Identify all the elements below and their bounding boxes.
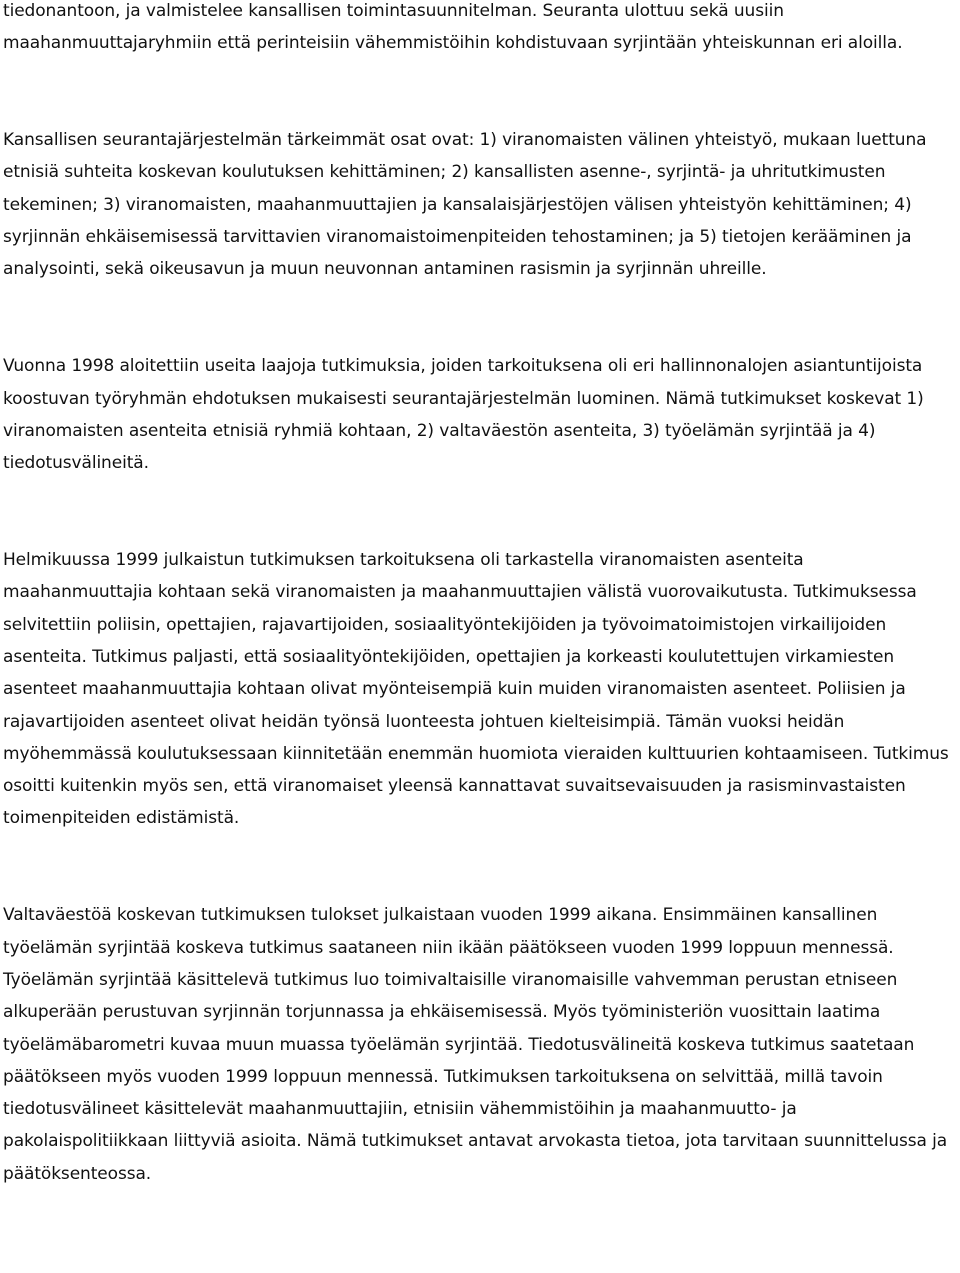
paragraph-5: Valtaväestöä koskevan tutkimuksen tulokset julkaistaan vuoden 1999 aikana. Ensimmäinen kansallinen työelämän syrjintää koskeva tutkimus saataneen niin ikään päätökseen vuoden 1999 loppuun mennessä. Työelämän syrjintää käsittelevä tutkimus luo toimivaltaisille viranomaisille vahvemman perustan etniseen alkuperään perustuvan syrjinnän torjunnassa ja ehkäisemisessä. Myös työministeriön vuosittain laatima työelämäbarometri kuvaa muun muassa työelämän syrjintää. Tiedotusvälineitä koskeva tutkimus saatetaan päätökseen myös vuoden 1999 loppuun mennessä. Tutkimuksen tarkoituksena on selvittää, millä tavoin tiedotusvälineet käsittelevät maahanmuuttajiin, etnisiin vähemmistöihin ja maahanmuutto- ja pakolaispolitiikkaan liittyviä asioita. Nämä tutkimukset antavat arvokasta tietoa, jota tarvitaan suunnittelussa ja päätöksenteossa. [3,905,948,1184]
paragraph-3: Vuonna 1998 aloitettiin useita laajoja tutkimuksia, joiden tarkoituksena oli eri hallinnonalojen asiantuntijoista koostuvan työryhmän ehdotuksen mukaisesti seurantajärjestelmän luominen. Nämä tutkimukset koskevat 1) viranomaisten asenteita etnisiä ryhmiä kohtaan, 2) valtaväestön asenteita, 3) työelämän syrjintää ja 4) tiedotusvälineitä. [3,356,924,474]
document-body [3,0,957,1190]
paragraph-4: Helmikuussa 1999 julkaistun tutkimuksen tarkoituksena oli tarkastella viranomaisten asenteita maahanmuuttajia kohtaan sekä viranomaisten ja maahanmuuttajien välistä vuorovaikutusta. Tutkimuksessa selvitettiin poliisin, opettajien, rajavartijoiden, sosiaalityöntekijöiden ja työvoimatoimistojen virkailijoiden asenteita. Tutkimus paljasti, että sosiaalityöntekijöiden, opettajien ja korkeasti koulutettujen virkamiesten asenteet maahanmuuttajia kohtaan olivat myönteisempiä kuin muiden viranomaisten asenteet. Poliisien ja rajavartijoiden asenteet olivat heidän työnsä luonteesta johtuen kielteisimpiä. Tämän vuoksi heidän myöhemmässä koulutuksessaan kiinnitetään enemmän huomiota vieraiden kulttuurien kohtaamiseen. Tutkimus osoitti kuitenkin myös sen, että viranomaiset yleensä kannattavat suvaitsevaisuuden ja rasisminvastaisten toimenpiteiden edistämistä. [3,550,949,829]
paragraph-2: Kansallisen seurantajärjestelmän tärkeimmät osat ovat: 1) viranomaisten välinen yhteistyö, mukaan luettuna etnisiä suhteita koskevan koulutuksen kehittäminen; 2) kansallisten asenne-, syrjintä- ja uhritutkimusten tekeminen; 3) viranomaisten, maahanmuuttajien ja kansalaisjärjestöjen välisen yhteistyön kehittäminen; 4) syrjinnän ehkäisemisessä tarvittavien viranomaistoimenpiteiden tehostaminen; ja 5) tietojen kerääminen ja analysointi, sekä oikeusavun ja muun neuvonnan antaminen rasismin ja syrjinnän uhreille. [3,130,927,280]
paragraph-1: tiedonantoon, ja valmistelee kansallisen toimintasuunnitelman. Seuranta ulottuu sekä uusiin maahanmuuttajaryhmiin että perinteisiin vähemmistöihin kohdistuvaan syrjintään yhteiskunnan eri aloilla. [3,1,903,54]
